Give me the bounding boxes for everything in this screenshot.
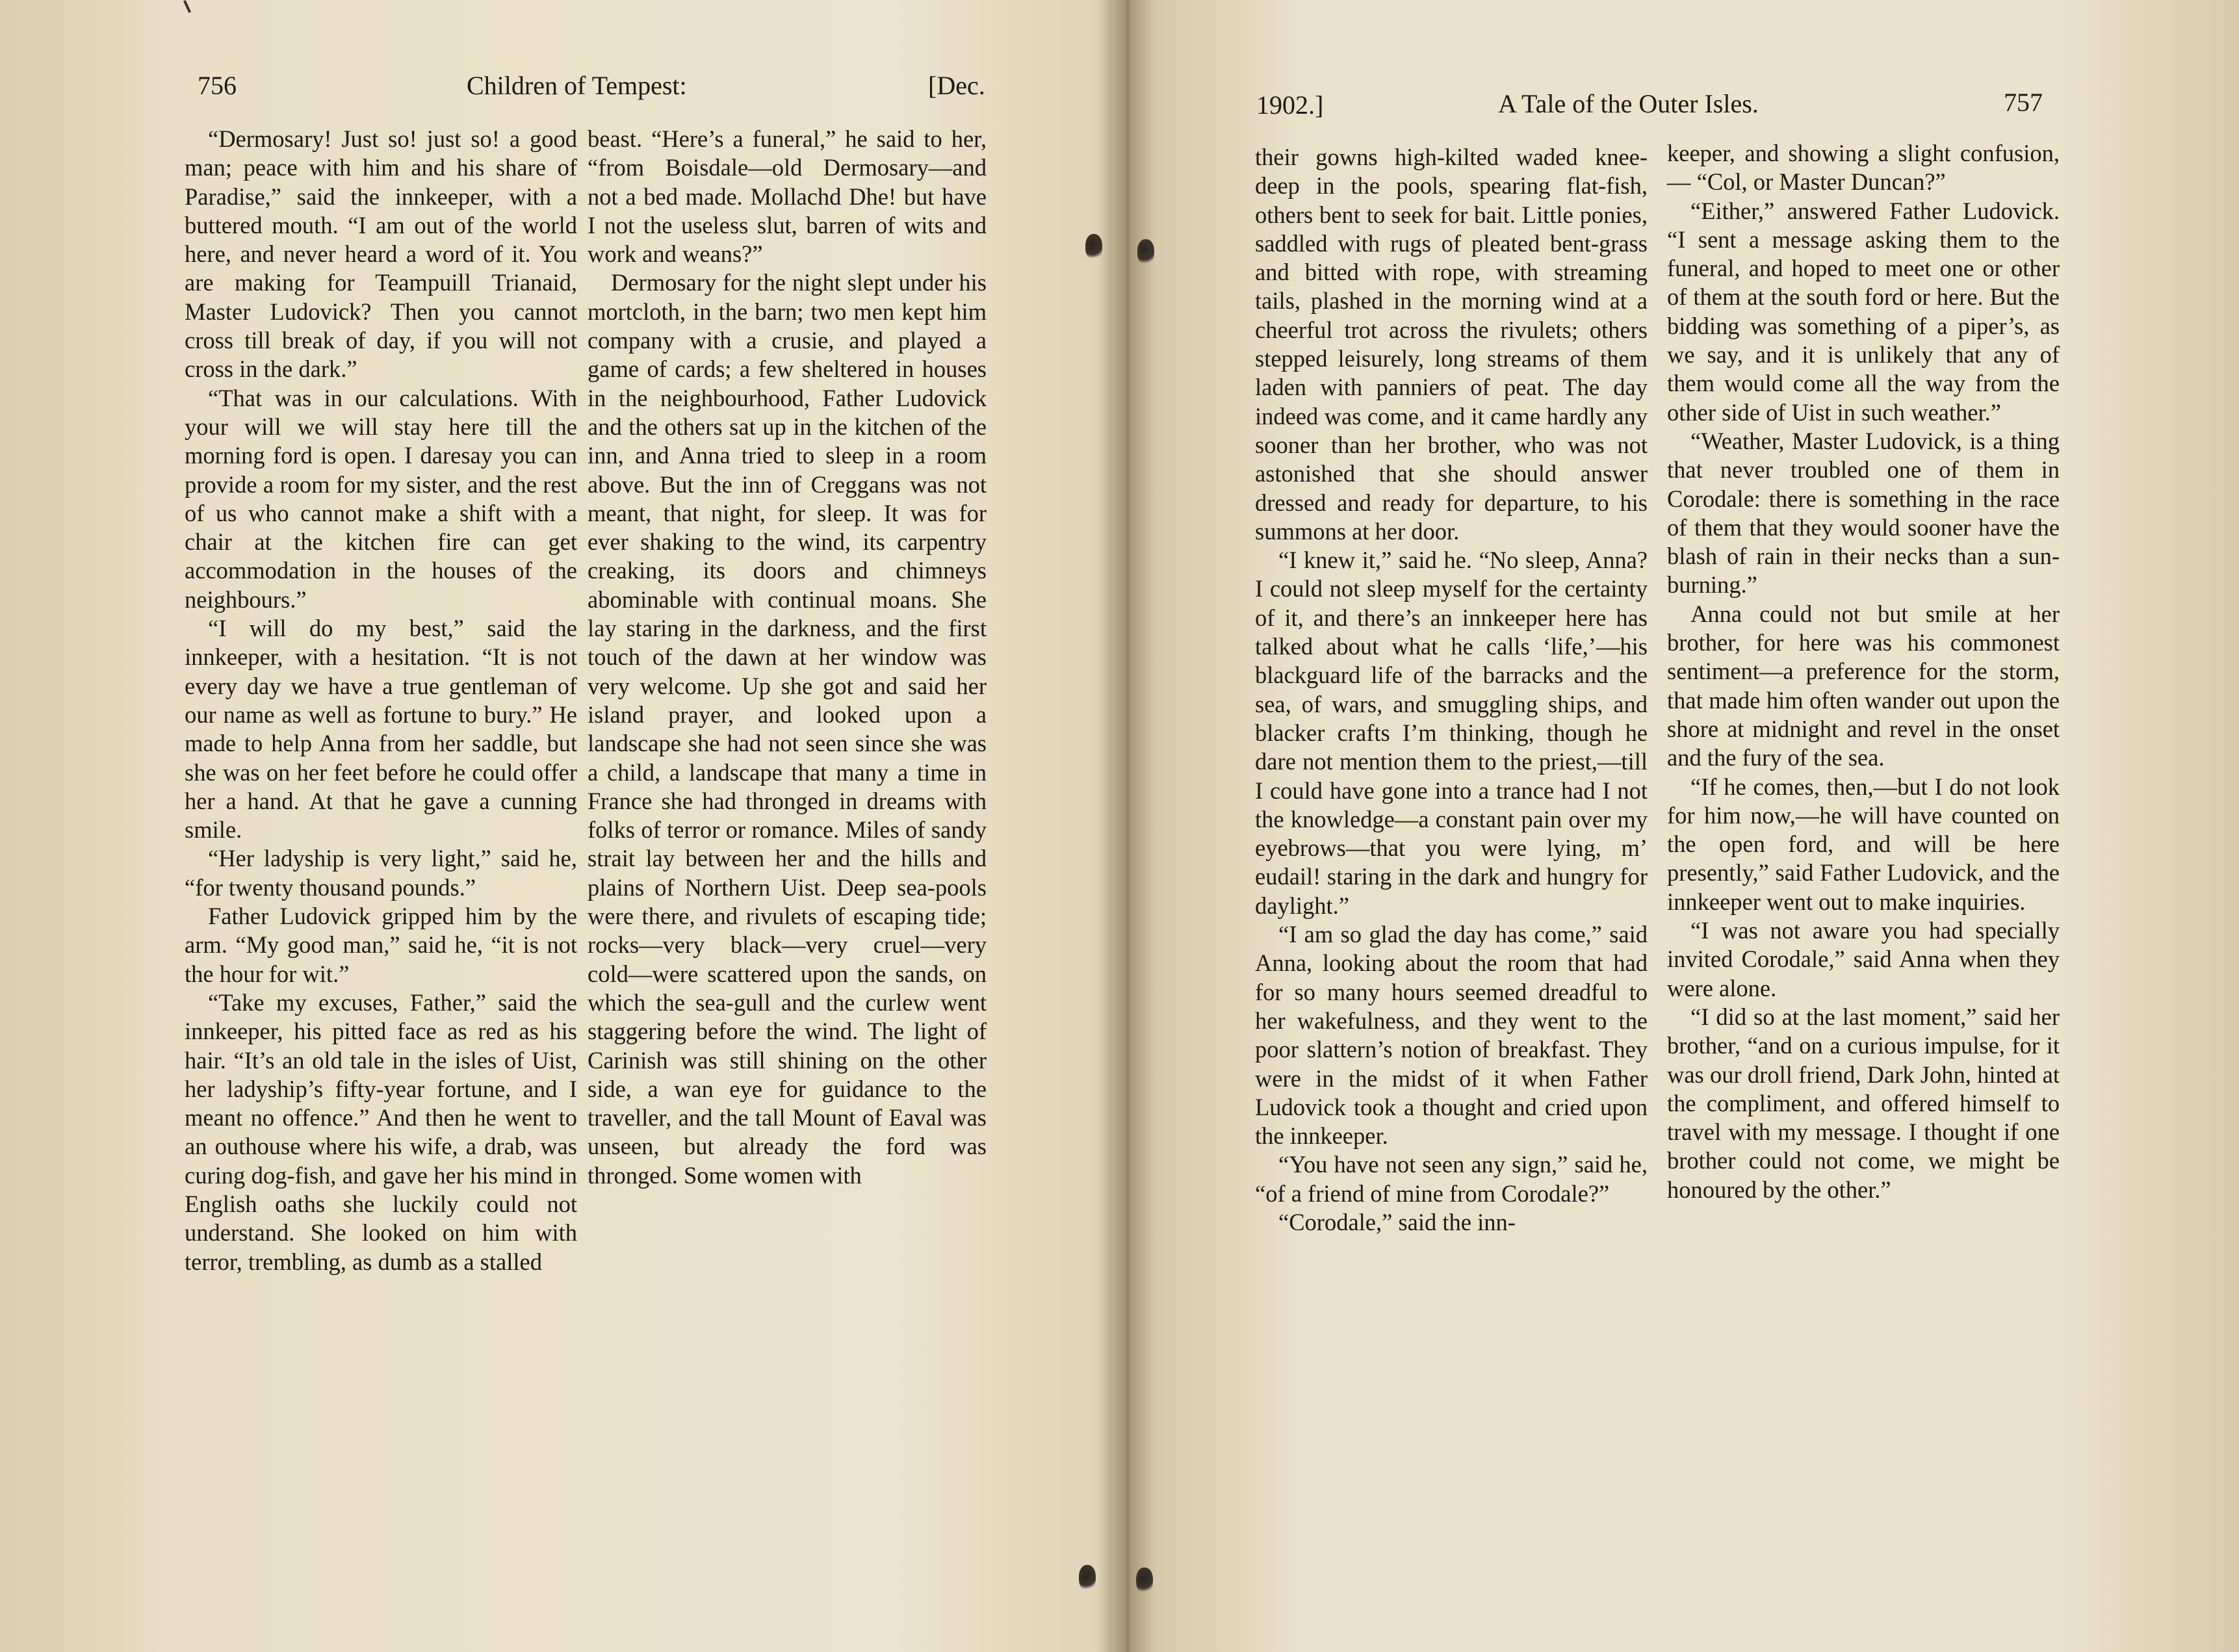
- paragraph: Dermosary for the night slept under his mortcloth, in the barn; two men kept him company with a crusie, and played a game of cards; a few sheltered in houses in the neighbourhood, Father Ludovick and the others sat up in the kitchen of the inn, and Anna tried to sleep in a room above. But the inn of Creggans was not meant, that night, for sleep. It was for ever shaking to the wind, its carpentry creaking, its doors and chimneys abominable with continual moans. She lay staring in the darkness, and the first touch of the dawn at her window was very welcome. Up she got and said her island prayer, and looked upon a landscape she had not seen since she was a child, a landscape that many a time in France she had thronged in dreams with folks of terror or romance. Miles of sandy strait lay between her and the hills and plains of Northern Uist. Deep sea-pools were there, and rivulets of escaping tide; rocks—very black—very cruel—very cold—were scattered upon the sands, on which the sea-gull and the curlew went staggering before the wind. The light of Carinish was still shining on the other side, a wan eye for guidance to the traveller, and the tall Mount of Eaval was unseen, but already the ford was thronged. Some women with: [588, 269, 987, 1189]
- paragraph: Anna could not but smile at her brother, for here was his commonest sentiment—a preference for the storm, that made him often wander out upon the shore at midnight and revel in the onset and the fury of the sea.: [1667, 600, 2060, 771]
- right-running-title: A Tale of the Outer Isles.: [1498, 89, 1759, 118]
- right-column-1: [1255, 143, 1648, 1237]
- left-running-title: Children of Tempest:: [467, 71, 687, 100]
- paragraph: beast. “Here’s a funeral,” he said to her, “from Boisdale—old Dermosary—and not a bed made. Mollachd Dhe! but have I not the useless slut, barren of wits and work and weans?”: [588, 125, 987, 268]
- left-column-2: [588, 125, 987, 1190]
- left-page-number: 756: [198, 71, 237, 100]
- right-column-2: [1667, 139, 2060, 1204]
- paragraph: “I was not aware you had specially invited Corodale,” said Anna when they were alone.: [1667, 917, 2060, 1001]
- left-page: [0, 0, 1118, 1652]
- paragraph: their gowns high-kilted waded knee-deep in the pools, spearing flat-fish, others bent to seek for bait. Little ponies, saddled with rugs of pleated bent-grass and bitted with rope, with streaming tails, plashed in the morning wind at a cheerful trot across the rivulets; others stepped leisurely, long streams of them laden with panniers of peat. The day indeed was come, and it came hardly any sooner than her brother, who was not astonished that she should answer dressed and ready for departure, to his summons at her door.: [1255, 144, 1648, 545]
- paragraph: “Weather, Master Ludovick, is a thing that never troubled one of them in Corodale: there is something in the race of them that they would sooner have the blash of rain in their necks than a sun-burning.”: [1667, 427, 2060, 599]
- paragraph: “If he comes, then,—but I do not look for him now,—he will have counted on the open ford, and will be here presently,” said Father Ludovick, and the innkeeper went out to make inquiries.: [1667, 773, 2060, 915]
- paragraph: “Dermosary! Just so! just so! a good man; peace with him and his share of Paradise,” said the innkeeper, with a buttered mouth. “I am out of the world here, and never heard a word of it. You are making for Teampuill Trianaid, Master Ludovick? Then you cannot cross till break of day, if you will not cross in the dark.”: [185, 125, 577, 383]
- paragraph: “That was in our calculations. With your will we will stay here till the morning ford is open. I daresay you can provide a room for my sister, and the rest of us who cannot make a shift with a chair at the kitchen fire can get accommodation in the houses of the neighbours.”: [185, 384, 577, 613]
- paragraph: “Either,” answered Father Ludovick. “I sent a message asking them to the funeral, and hoped to meet one or other of them at the south ford or here. But the bidding was something of a piper’s, as we say, and it is unlikely that any of them would come all the way from the other side of Uist in such weather.”: [1667, 197, 2060, 426]
- paragraph: keeper, and showing a slight confusion, — “Col, or Master Duncan?”: [1667, 140, 2060, 196]
- left-column-1: [185, 125, 577, 1276]
- paragraph: “Corodale,” said the inn-: [1278, 1208, 1516, 1235]
- paragraph: “I will do my best,” said the innkeeper, with a hesitation. “It is not every day we have a true gentleman of our name as well as fortune to bury.” He made to help Anna from her saddle, but she was on her feet before he could offer her a hand. At that he gave a cunning smile.: [185, 615, 577, 844]
- right-year: 1902.]: [1256, 90, 1324, 120]
- left-month: [Dec.: [928, 71, 985, 100]
- paragraph: “Her ladyship is very light,” said he, “for twenty thousand pounds.”: [185, 845, 577, 901]
- paragraph: “You have not seen any sign,” said he, “of a friend of mine from Corodale?”: [1255, 1151, 1648, 1207]
- right-page: [1141, 0, 2239, 1652]
- paragraph: “I did so at the last moment,” said her brother, “and on a curious impulse, for it was our droll friend, Dark John, hinted at the compliment, and offered himself to travel with my message. I thought if one brother could not come, we might be honoured by the other.”: [1667, 1003, 2060, 1203]
- paragraph: Father Ludovick gripped him by the arm. “My good man,” said he, “it is not the hour for wit.”: [185, 903, 577, 987]
- right-page-number: 757: [2004, 88, 2043, 117]
- paragraph: “I am so glad the day has come,” said Anna, looking about the room that had for so many hours seemed dreadful to her wakefulness, and they went to the poor slattern’s notion of breakfast. They were in the midst of it when Father Ludovick took a thought and cried upon the innkeeper.: [1255, 921, 1648, 1150]
- paragraph: “Take my excuses, Father,” said the innkeeper, his pitted face as red as his hair. “It’s an old tale in the isles of Uist, her ladyship’s fifty-year fortune, and I meant no offence.” And then he went to an outhouse where his wife, a drab, was curing dog-fish, and gave her his mind in English oaths she luckily could not understand. She looked on him with terror, trembling, as dumb as a stalled: [185, 988, 577, 1275]
- paragraph: “I knew it,” said he. “No sleep, Anna? I could not sleep myself for the certainty of it, and there’s an innkeeper here has talked about what he calls ‘life,’—his blackguard life of the barracks and the sea, of wars, and smuggling ships, and blacker crafts I’m thinking, though he dare not mention them to the priest,—till I could have gone into a trance had I not the knowledge—a constant pain over my eyebrows—that you were lying, m’ eudail! staring in the dark and hungry for daylight.”: [1255, 547, 1648, 919]
